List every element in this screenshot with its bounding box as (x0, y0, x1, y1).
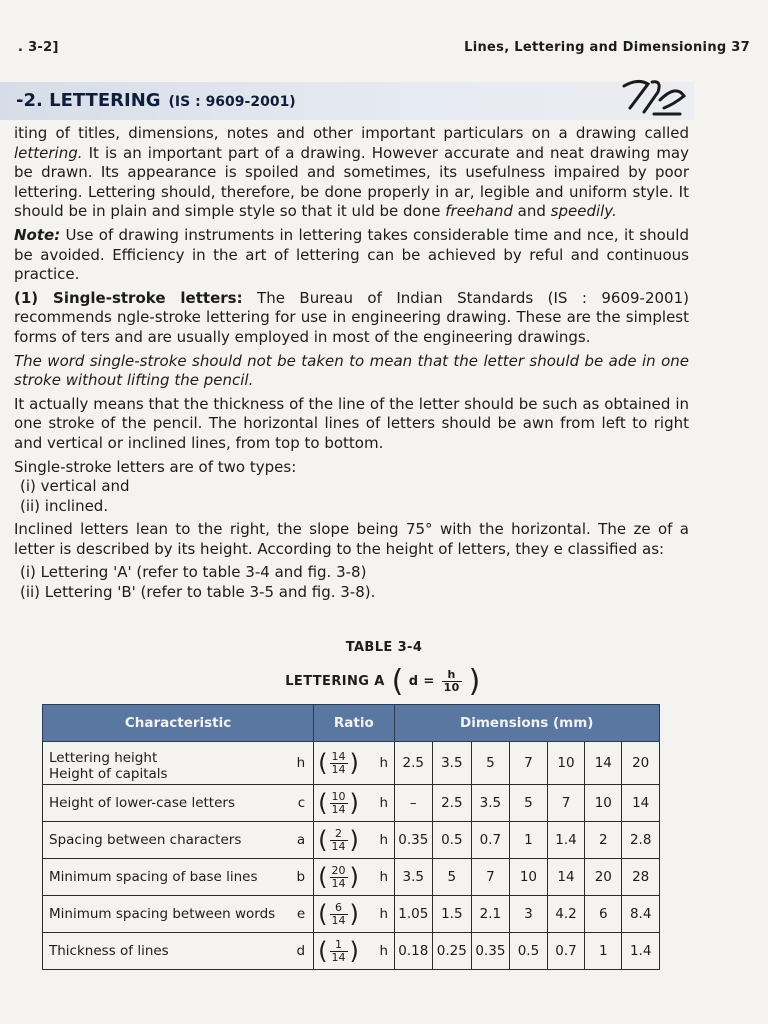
characteristic-label: Minimum spacing between words (49, 906, 276, 922)
single-stroke-paragraph (14, 289, 689, 348)
characteristic-cell (43, 896, 287, 933)
dimension-cell: 0.18 (394, 933, 433, 970)
dimension-cell: 0.25 (433, 933, 472, 970)
characteristic-cell (43, 822, 287, 859)
dimension-cell: – (394, 785, 433, 822)
section-number: . 3-2] (18, 40, 59, 55)
dimension-cell: 1.4 (622, 933, 660, 970)
body-text (14, 124, 689, 603)
ratio-h-cell: h (378, 742, 394, 785)
dimension-cell: 3 (510, 896, 548, 933)
ratio-h-cell: h (378, 859, 394, 896)
dimension-cell: 14 (622, 785, 660, 822)
lettering-item: (i) Lettering 'A' (refer to table 3-4 and fig. 3-8) (20, 563, 367, 582)
dimension-cell: 14 (585, 742, 622, 785)
column-header-dimensions: Dimensions (mm) (394, 705, 659, 742)
dimension-cell: 3.5 (471, 785, 510, 822)
dimension-cell: 10 (547, 742, 585, 785)
dimension-cell: 3.5 (394, 859, 433, 896)
dimension-cell: 5 (510, 785, 548, 822)
symbol-cell: d (286, 933, 313, 970)
characteristic-cell (43, 742, 287, 785)
symbol-cell: c (286, 785, 313, 822)
ratio-fraction: $\frac{2}{14}$ (331, 826, 346, 853)
ratio-cell: ( $\frac{2}{14}$ ) (314, 822, 378, 859)
table-row (43, 822, 660, 859)
ratio-h-cell: h (378, 933, 394, 970)
formula-fraction: $\frac{h}{10}$ (443, 668, 460, 694)
lettering-item: (ii) Lettering 'B' (refer to table 3-5 and fig. 3-8). (20, 583, 376, 602)
dimension-cell: 7 (471, 859, 510, 896)
intro-paragraph: iting of titles, dimensions, notes and other important particulars on a drawing called lettering. It is an important part of a drawing. However accurate and neat drawing may be drawn. Its appearance is spoiled and sometimes, its usefulness impaired by poor lettering. Lettering should, therefore, be done properly in ar, legible and uniform style. It should be in plain and simple style so that it uld be done freehand and speedily. (14, 124, 689, 221)
dimension-cell: 5 (433, 859, 472, 896)
dimension-cell: 3.5 (433, 742, 472, 785)
italic-note: The word single-stroke should not be taken to mean that the letter should be ade in one stroke without lifting the pencil. (14, 351, 689, 390)
type-item: (ii) inclined. (20, 496, 109, 515)
ratio-h-cell: h (378, 822, 394, 859)
ratio-fraction: $\frac{20}{14}$ (331, 863, 346, 890)
dimension-cell: 0.35 (394, 822, 433, 859)
ratio-fraction: $\frac{1}{14}$ (331, 937, 346, 964)
dimension-cell: 10 (510, 859, 548, 896)
characteristic-label: Height of capitals (49, 766, 168, 782)
dimension-cell: 1 (585, 933, 622, 970)
ratio-fraction: $\frac{10}{14}$ (331, 789, 346, 816)
dimension-cell: 1 (510, 822, 548, 859)
characteristic-group-label: Lettering height (49, 750, 158, 766)
dimension-cell: 0.5 (510, 933, 548, 970)
note-text: Use of drawing instruments in lettering takes considerable time and nce, it should be avoided. Efficiency in the art of lettering can be achieved by reful and continuous practice. (14, 225, 689, 284)
dimension-cell: 1.4 (547, 822, 585, 859)
section-standard: (IS : 9609-2001) (168, 94, 296, 110)
dimension-cell: 0.35 (471, 933, 510, 970)
table-row (43, 859, 660, 896)
characteristic-cell (43, 933, 287, 970)
characteristic-cell (43, 859, 287, 896)
characteristic-label: Thickness of lines (49, 943, 169, 959)
ratio-cell: ( $\frac{10}{14}$ ) (314, 785, 378, 822)
section-heading (16, 90, 296, 111)
dimension-cell: 1.05 (394, 896, 433, 933)
ratio-fraction: $\frac{14}{14}$ (331, 749, 346, 776)
single-stroke-text: The Bureau of Indian Standards (IS : 9609-2001) recommends ngle-stroke lettering for use in engineering drawing. These are the simplest forms of ters and are usually employed in most of the engineering drawings. (14, 288, 689, 346)
note-label: Note: (14, 225, 61, 244)
column-header-characteristic: Characteristic (43, 705, 314, 742)
dimension-cell: 28 (622, 859, 660, 896)
dimension-cell: 7 (547, 785, 585, 822)
dimension-cell: 0.7 (547, 933, 585, 970)
characteristic-label: Spacing between characters (49, 832, 242, 848)
symbol-cell: a (286, 822, 313, 859)
dimension-cell: 5 (471, 742, 510, 785)
characteristic-label: Height of lower-case letters (49, 795, 235, 811)
types-intro: Single-stroke letters are of two types: (14, 457, 297, 476)
dimension-cell: 8.4 (622, 896, 660, 933)
dimension-cell: 2.5 (433, 785, 472, 822)
table-caption: TABLE 3-4 (345, 640, 423, 655)
column-header-ratio: Ratio (314, 705, 394, 742)
symbol-cell: e (286, 896, 313, 933)
dimension-cell: 7 (510, 742, 548, 785)
table-row (43, 742, 660, 785)
ratio-cell: ( $\frac{14}{14}$ ) (314, 742, 378, 785)
table-row (43, 785, 660, 822)
chapter-title-page-number: Lines, Lettering and Dimensioning 37 (464, 40, 750, 55)
table-row (43, 896, 660, 933)
table-subcaption (0, 664, 768, 699)
table-subcaption-prefix: LETTERING A (285, 674, 385, 689)
inclined-paragraph: Inclined letters lean to the right, the slope being 75° with the horizontal. The ze of a letter is described by its height. According to the height of letters, they e classified as: (14, 520, 689, 558)
type-item: (i) vertical and (20, 477, 130, 496)
dimension-cell: 2.1 (471, 896, 510, 933)
formula: ( d = $\frac{h}{10}$ ) (391, 664, 481, 699)
dimension-cell: 6 (585, 896, 622, 933)
ratio-cell: ( $\frac{1}{14}$ ) (314, 933, 378, 970)
dimension-cell: 2.5 (394, 742, 433, 785)
note-paragraph (14, 226, 689, 285)
characteristic-label: Minimum spacing of base lines (49, 869, 258, 885)
table-row (43, 933, 660, 970)
ratio-cell: ( $\frac{6}{14}$ ) (314, 896, 378, 933)
section-title: -2. LETTERING (16, 90, 161, 111)
ratio-cell: ( $\frac{20}{14}$ ) (314, 859, 378, 896)
ratio-h-cell: h (378, 896, 394, 933)
table-header-row (43, 705, 660, 742)
single-stroke-label: (1) Single-stroke letters: (14, 288, 243, 307)
dimension-cell: 1.5 (433, 896, 472, 933)
dimension-cell: 0.7 (471, 822, 510, 859)
symbol-cell: h (286, 742, 313, 785)
formula-lhs: d = (408, 674, 435, 689)
ratio-fraction: $\frac{6}{14}$ (331, 900, 346, 927)
actually-paragraph: It actually means that the thickness of the line of the letter should be such as obtained in one stroke of the pencil. The horizontal lines of letters should be awn from left to right and vertical or inclined lines, from top to bottom. (14, 394, 689, 452)
ratio-h-cell: h (378, 785, 394, 822)
dimension-cell: 4.2 (547, 896, 585, 933)
dimension-cell: 20 (622, 742, 660, 785)
symbol-cell: b (286, 859, 313, 896)
dimension-cell: 2.8 (622, 822, 660, 859)
lettering-table (42, 704, 660, 970)
characteristic-cell (43, 785, 287, 822)
handwritten-mark (618, 74, 690, 118)
dimension-cell: 20 (585, 859, 622, 896)
dimension-cell: 14 (547, 859, 585, 896)
dimension-cell: 0.5 (433, 822, 472, 859)
dimension-cell: 10 (585, 785, 622, 822)
dimension-cell: 2 (585, 822, 622, 859)
